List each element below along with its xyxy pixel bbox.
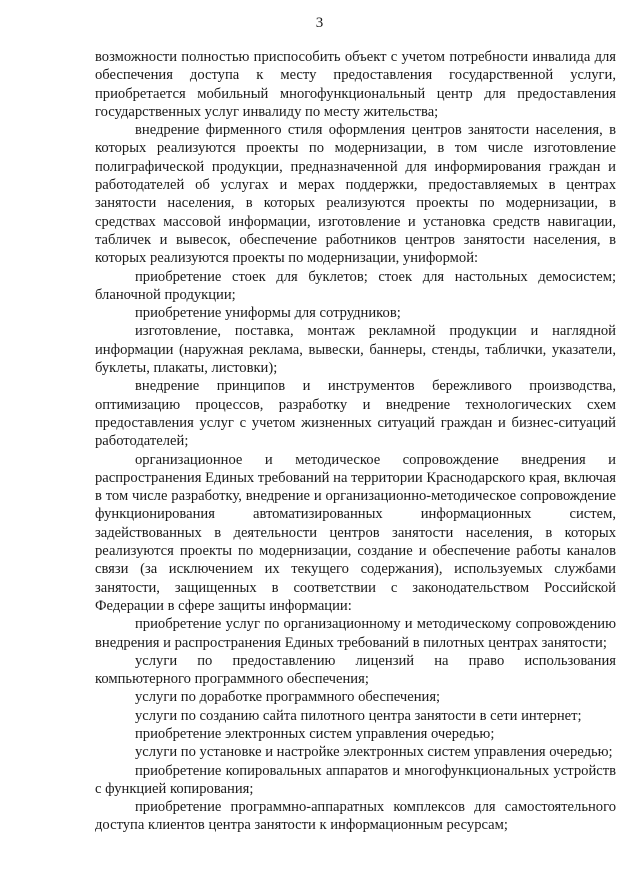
paragraph-advertising-production: изготовление, поставка, монтаж рекламной продукции и наглядной информации (наружная реклама, вывески, баннеры, стенды, таблички, указатели, буклеты, плакаты, листовки); — [95, 323, 616, 377]
paragraph-corporate-style: внедрение фирменного стиля оформления центров занятости населения, в которых реализуются проекты по модернизации, в том числе изготовление полиграфической продукции, предназначенной для информирования граждан и работодателей об услугах и мерах поддержки, предоставляемых в центрах занятости населения, в которых реализуются проекты по модернизации, в средствах массовой информации, изготовление и установка средств навигации, табличек и вывесок, обеспечение работников центров занятости населения, в которых реализуются проекты по модернизации, униформой: — [95, 122, 616, 267]
document-body — [95, 48, 616, 835]
paragraph-queue-installation: услуги по установке и настройке электронных систем управления очередью; — [135, 744, 613, 761]
paragraph-website-creation: услуги по созданию сайта пилотного центра занятости в сети интернет; — [135, 707, 582, 724]
paragraph-copiers: приобретение копировальных аппаратов и многофункциональных устройств с функцией копирования; — [95, 762, 616, 797]
paragraph-queue-systems: приобретение электронных систем управления очередью; — [135, 725, 495, 742]
paragraph-stands-purchase: приобретение стоек для буклетов; стоек для настольных демосистем; бланочной продукции; — [95, 268, 616, 303]
paragraph-continuation: возможности полностью приспособить объект с учетом потребности инвалида для обеспечения доступа к месту предоставления государственной услуги, приобретается мобильный многофункциональный центр для предоставления государственных услуг инвалиду по месту жительства; — [95, 49, 616, 120]
page-number: 3 — [315, 15, 324, 31]
paragraph-software-licenses: услуги по предоставлению лицензий на право использования компьютерного программного обеспечения; — [95, 652, 616, 688]
paragraph-software-development: услуги по доработке программного обеспечения; — [135, 689, 441, 706]
paragraph-lean-production: внедрение принципов и инструментов бережливого производства, оптимизацию процессов, разработку и внедрение технологических схем предоставления услуг с учетом жизненных ситуаций граждан и бизнес-ситуаций работодателей; — [95, 378, 616, 450]
paragraph-uniform-purchase: приобретение униформы для сотрудников; — [135, 305, 401, 322]
paragraph-support-services: приобретение услуг по организационному и методическому сопровождению внедрения и распространения Единых требований в пилотных центрах занятости; — [95, 616, 616, 651]
paragraph-methodical-support: организационное и методическое сопровождение внедрения и распространения Единых требований на территории Краснодарского края, включая в том числе разработку, внедрение и организационно-методическое сопровождение функционирования автоматизированных информационных систем, задействованных в деятельности центров занятости населения, в которых реализуются проекты по модернизации, создание и обеспечение работы каналов связи (за исключением их текущего содержания), используемых службами занятости, защищенных в соответствии с законодательством Российской Федерации в сфере защиты информации: — [95, 451, 616, 614]
paragraph-hardware-complexes: приобретение программно-аппаратных комплексов для самостоятельного доступа клиентов центра занятости к информационным ресурсам; — [95, 799, 616, 834]
